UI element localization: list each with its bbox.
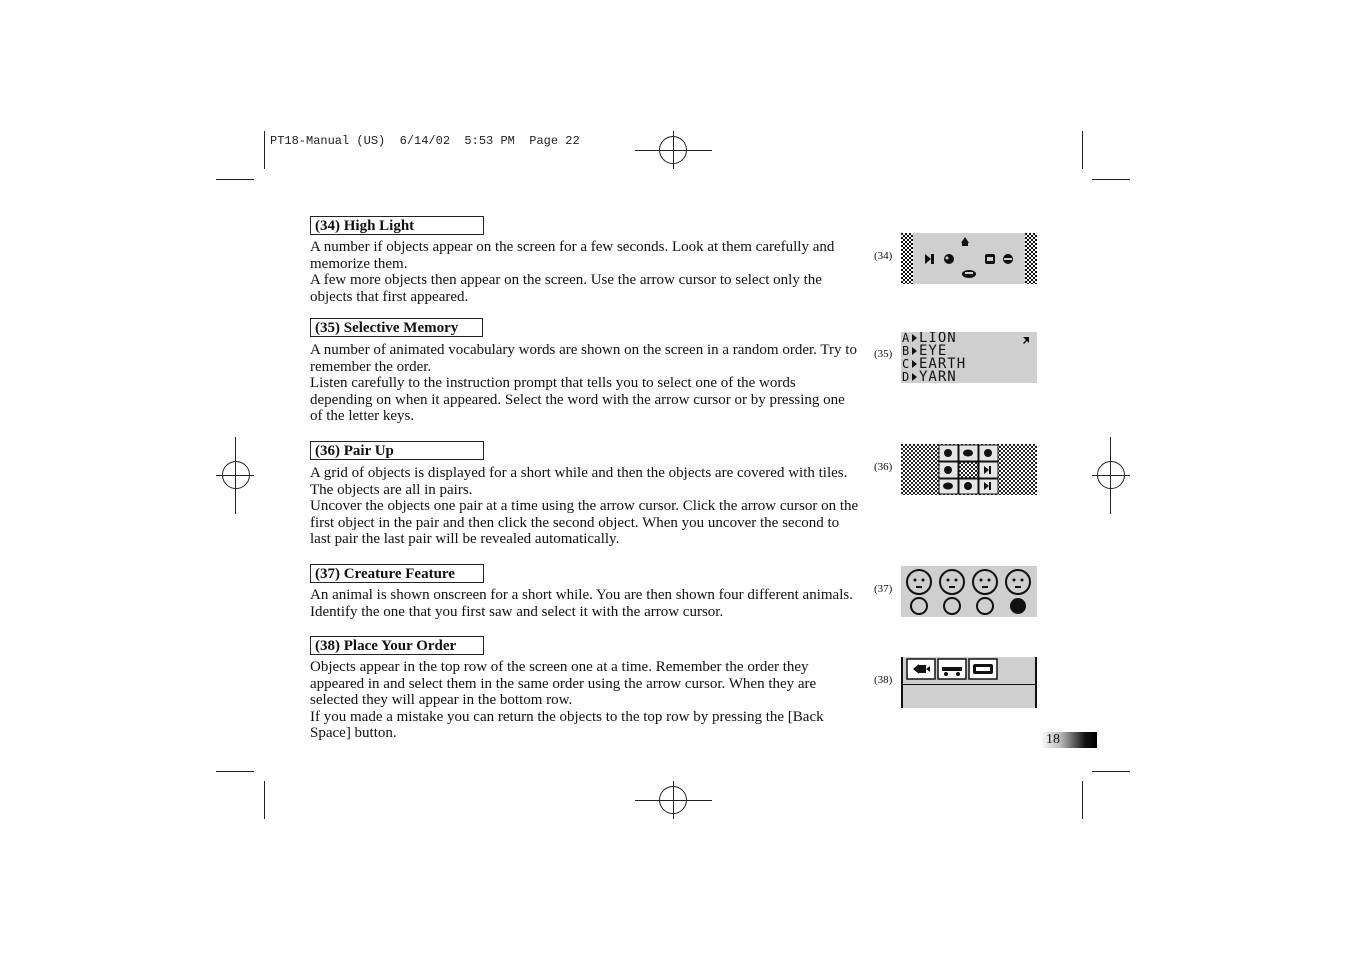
paragraph: A number if objects appear on the screen for a few seconds. Look at them carefully and memorize them. — [310, 239, 835, 272]
section-body-selective-memory — [310, 342, 860, 425]
section-title-pair-up: (36) Pair Up — [310, 441, 484, 460]
section-body-pair-up — [310, 465, 860, 548]
lcd-screen-pair-up — [901, 444, 1037, 495]
paragraph: Uncover the objects one pair at a time using the arrow cursor. Click the arrow cursor on the first object in the pair and then click the second object. When you uncover the second to last pair the last pair will be revealed automatically. — [310, 498, 859, 547]
figure-label-37: (37) — [874, 583, 893, 595]
lcd-screen-high-light — [901, 233, 1037, 284]
lcd-letter: C — [902, 357, 910, 371]
lcd-screen-creature-feature — [901, 566, 1037, 617]
page-number: 18 — [1040, 732, 1097, 748]
section-body-place-your-order — [310, 659, 860, 742]
lcd-word: EARTH — [919, 356, 967, 372]
paragraph: If you made a mistake you can return the objects to the top row by pressing the [Back Space] button. — [310, 708, 824, 741]
lcd-word: EYE — [919, 343, 948, 359]
lcd-letter: B — [902, 344, 910, 358]
lcd-screen-selective-memory — [901, 332, 1037, 383]
figure-label-34: (34) — [874, 250, 893, 262]
lcd-word: LION — [919, 332, 957, 346]
section-body-high-light — [310, 239, 860, 305]
section-title-place-your-order: (38) Place Your Order — [310, 636, 484, 655]
lcd-grid-image — [901, 444, 1037, 495]
lcd-objects-image — [901, 233, 1037, 284]
paragraph: A number of animated vocabulary words are shown on the screen in a random order. Try to remember the order. — [310, 342, 857, 375]
lcd-order-image — [901, 657, 1037, 708]
paragraph: Objects appear in the top row of the screen one at a time. Remember the order they appeared in and select them in the same order using the arrow cursor. When they are selected they will appear in the bottom row. — [310, 659, 817, 708]
figure-label-38: (38) — [874, 674, 893, 686]
paragraph: A grid of objects is displayed for a short while and then the objects are covered with tiles. The objects are all in pairs. — [310, 465, 848, 498]
section-title-high-light: (34) High Light — [310, 216, 484, 235]
lcd-screen-place-your-order — [901, 657, 1037, 708]
lcd-word: YARN — [919, 369, 957, 383]
figure-label-35: (35) — [874, 348, 893, 360]
section-body-creature-feature — [310, 587, 860, 620]
lcd-cursor-arrows — [901, 332, 1037, 383]
figure-label-36: (36) — [874, 461, 893, 473]
lcd-letter: A — [902, 332, 910, 345]
lcd-animals-image — [901, 566, 1037, 617]
paragraph: Listen carefully to the instruction prompt that tells you to select one of the words depending on when it appeared. Select the word with the arrow cursor or by pressing one of the letter keys. — [310, 375, 845, 424]
lcd-letter: D — [902, 370, 910, 383]
printer-slug: PT18-Manual (US) 6/14/02 5:53 PM Page 22 — [270, 134, 580, 148]
section-title-selective-memory: (35) Selective Memory — [310, 318, 483, 337]
section-title-creature-feature: (37) Creature Feature — [310, 564, 484, 583]
paragraph: An animal is shown onscreen for a short while. You are then shown four different animals. Identify the one that you first saw and select it with the arrow cursor. — [310, 587, 853, 620]
paragraph: A few more objects then appear on the screen. Use the arrow cursor to select only the objects that first appeared. — [310, 272, 822, 305]
